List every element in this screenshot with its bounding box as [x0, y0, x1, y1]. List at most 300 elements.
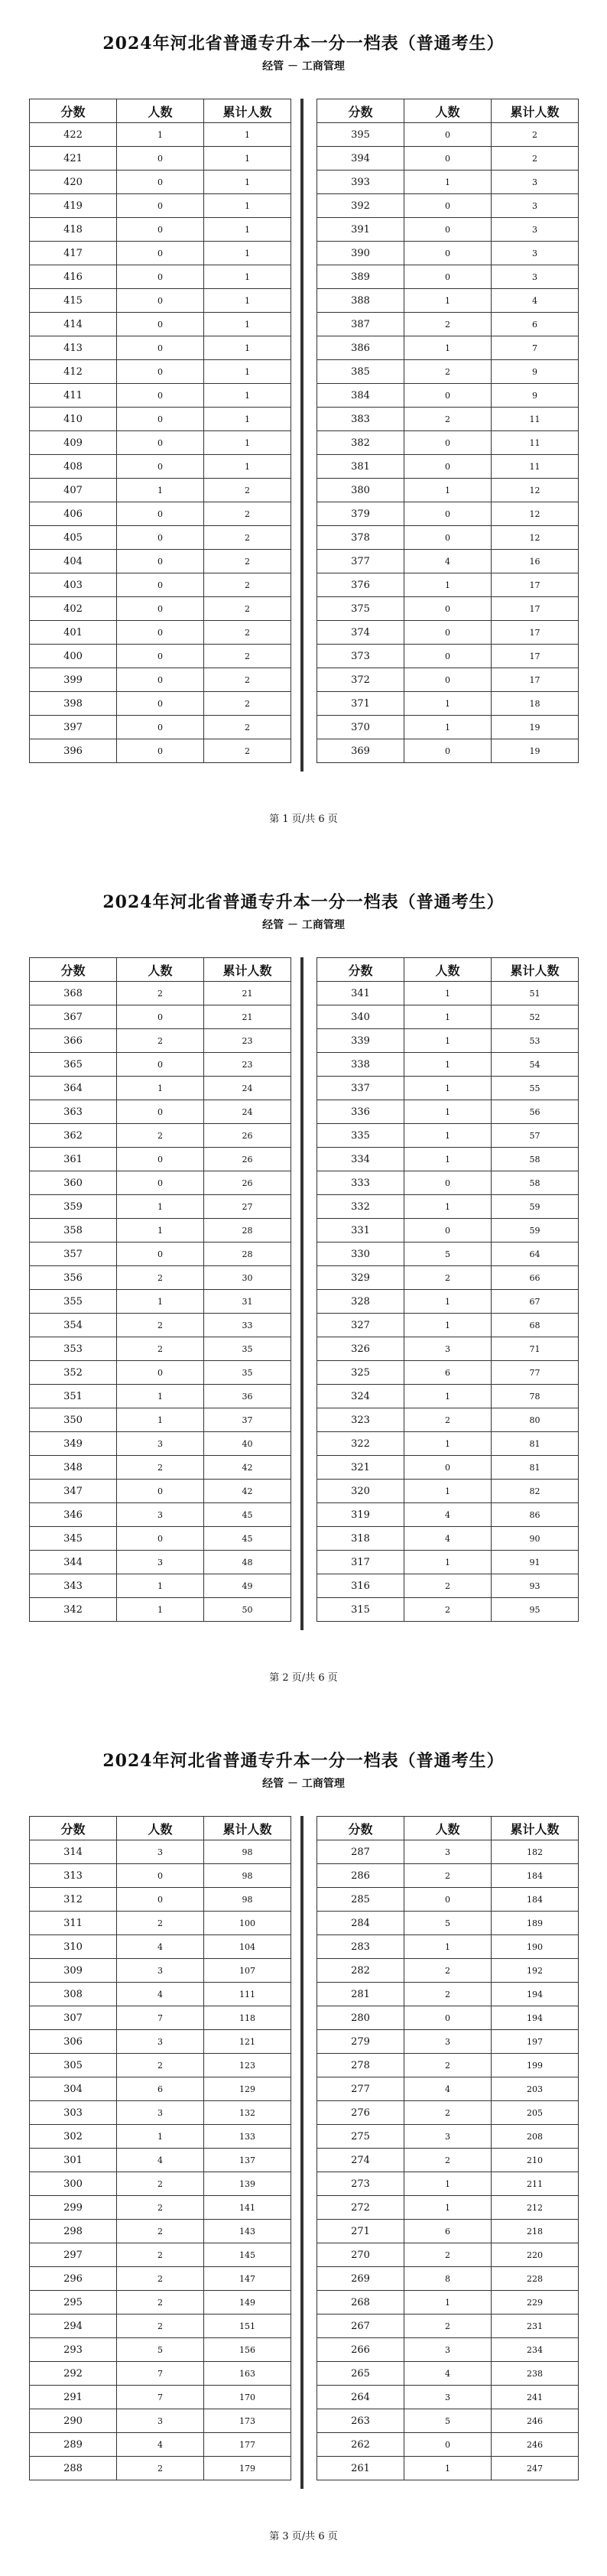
- score-cell: 404: [30, 550, 117, 573]
- score-cell: 353: [30, 1337, 117, 1361]
- score-cell: 373: [317, 645, 404, 668]
- cumulative-cell: 2: [204, 645, 291, 668]
- cumulative-cell: 16: [492, 550, 579, 573]
- cumulative-cell: 229: [492, 2291, 579, 2315]
- table-row: [317, 1337, 579, 1361]
- cumulative-cell: 52: [492, 1005, 579, 1029]
- cumulative-cell: 42: [204, 1456, 291, 1480]
- table-row: [317, 1888, 579, 1912]
- cumulative-cell: 143: [204, 2220, 291, 2243]
- table-row: [317, 2409, 579, 2433]
- cumulative-cell: 54: [492, 1053, 579, 1077]
- score-cell: 400: [30, 645, 117, 668]
- count-cell: 0: [117, 147, 204, 171]
- cumulative-cell: 12: [492, 479, 579, 502]
- table-row: [30, 1408, 291, 1432]
- cumulative-cell: 12: [492, 502, 579, 526]
- count-header: 人数: [117, 1817, 204, 1840]
- table-row: [317, 2386, 579, 2409]
- cumulative-cell: 17: [492, 645, 579, 668]
- table-row: [317, 1290, 579, 1314]
- count-cell: 0: [117, 1527, 204, 1551]
- count-cell: 1: [404, 1935, 492, 1959]
- count-cell: 3: [404, 1337, 492, 1361]
- count-cell: 0: [117, 716, 204, 739]
- table-row: [30, 2243, 291, 2267]
- table-header: [317, 99, 579, 123]
- count-cell: 0: [117, 1480, 204, 1503]
- score-cell: 367: [30, 1005, 117, 1029]
- count-cell: 4: [117, 1935, 204, 1959]
- cumulative-cell: 37: [204, 1408, 291, 1432]
- score-cell: 305: [30, 2054, 117, 2077]
- cumulative-cell: 81: [492, 1456, 579, 1480]
- table-row: [317, 2149, 579, 2172]
- table-row: [317, 1053, 579, 1077]
- count-cell: 1: [117, 1195, 204, 1219]
- table-row: [317, 982, 579, 1005]
- left-score-table: [29, 957, 291, 1622]
- count-cell: 2: [404, 2101, 492, 2125]
- count-cell: 0: [404, 645, 492, 668]
- cumulative-cell: 3: [492, 242, 579, 265]
- score-cell: 384: [317, 384, 404, 408]
- cumulative-cell: 121: [204, 2030, 291, 2054]
- count-cell: 1: [404, 1124, 492, 1148]
- count-cell: 0: [117, 455, 204, 479]
- score-cell: 358: [30, 1219, 117, 1243]
- right-score-table: [316, 1816, 579, 2480]
- cumulative-cell: 42: [204, 1480, 291, 1503]
- table-row: [317, 1219, 579, 1243]
- score-cell: 386: [317, 336, 404, 360]
- score-cell: 316: [317, 1574, 404, 1598]
- table-row: [317, 1503, 579, 1527]
- table-body: [317, 1840, 579, 2480]
- cumulative-cell: 190: [492, 1935, 579, 1959]
- cumulative-cell: 49: [204, 1574, 291, 1598]
- right-score-table: [316, 957, 579, 1622]
- score-cell: 372: [317, 668, 404, 692]
- score-cell: 282: [317, 1959, 404, 1983]
- table-row: [317, 1077, 579, 1100]
- cumulative-cell: 199: [492, 2054, 579, 2077]
- table-row: [317, 431, 579, 455]
- table-row: [30, 1314, 291, 1337]
- score-cell: 322: [317, 1432, 404, 1456]
- score-cell: 380: [317, 479, 404, 502]
- score-cell: 272: [317, 2196, 404, 2220]
- table-row: [30, 2267, 291, 2291]
- score-cell: 314: [30, 1840, 117, 1864]
- count-cell: 2: [117, 2291, 204, 2315]
- cumulative-cell: 71: [492, 1337, 579, 1361]
- cumulative-cell: 78: [492, 1385, 579, 1408]
- cumulative-cell: 50: [204, 1598, 291, 1622]
- cumulative-cell: 2: [204, 621, 291, 645]
- score-cell: 281: [317, 1983, 404, 2006]
- score-cell: 271: [317, 2220, 404, 2243]
- score-cell: 320: [317, 1480, 404, 1503]
- cumulative-cell: 132: [204, 2101, 291, 2125]
- cumulative-cell: 1: [204, 431, 291, 455]
- table-row: [30, 1864, 291, 1888]
- score-cell: 415: [30, 289, 117, 313]
- score-cell: 360: [30, 1171, 117, 1195]
- table-row: [317, 2243, 579, 2267]
- count-cell: 2: [404, 1959, 492, 1983]
- cumulative-cell: 3: [492, 194, 579, 218]
- cumulative-cell: 1: [204, 289, 291, 313]
- score-cell: 365: [30, 1053, 117, 1077]
- count-cell: 1: [404, 1029, 492, 1053]
- count-cell: 1: [117, 1077, 204, 1100]
- cumulative-cell: 45: [204, 1503, 291, 1527]
- cumulative-cell: 100: [204, 1912, 291, 1935]
- count-cell: 0: [117, 1005, 204, 1029]
- count-cell: 0: [404, 2006, 492, 2030]
- table-row: [30, 668, 291, 692]
- table-body: [30, 982, 291, 1622]
- cumulative-cell: 86: [492, 1503, 579, 1527]
- score-cell: 262: [317, 2433, 404, 2457]
- count-cell: 2: [117, 1912, 204, 1935]
- score-cell: 269: [317, 2267, 404, 2291]
- table-row: [317, 1574, 579, 1598]
- count-cell: 1: [404, 1100, 492, 1124]
- table-row: [317, 2433, 579, 2457]
- score-cell: 349: [30, 1432, 117, 1456]
- cumulative-cell: 82: [492, 1480, 579, 1503]
- count-cell: 3: [117, 2101, 204, 2125]
- count-cell: 2: [117, 1266, 204, 1290]
- table-row: [30, 1935, 291, 1959]
- table-row: [30, 739, 291, 763]
- table-row: [30, 982, 291, 1005]
- cumulative-cell: 1: [204, 218, 291, 242]
- cumulative-cell: 98: [204, 1840, 291, 1864]
- score-cell: 395: [317, 123, 404, 147]
- table-body: [30, 1840, 291, 2480]
- score-cell: 403: [30, 573, 117, 597]
- count-cell: 7: [117, 2386, 204, 2409]
- count-cell: 2: [117, 2220, 204, 2243]
- table-row: [317, 550, 579, 573]
- cumulative-cell: 33: [204, 1314, 291, 1337]
- count-cell: 4: [404, 2077, 492, 2101]
- count-cell: 1: [404, 1148, 492, 1171]
- cumulative-cell: 205: [492, 2101, 579, 2125]
- cumulative-cell: 231: [492, 2315, 579, 2338]
- table-row: [317, 265, 579, 289]
- score-cell: 295: [30, 2291, 117, 2315]
- page-subtitle: 经管 － 工商管理: [262, 60, 345, 73]
- cumulative-cell: 58: [492, 1148, 579, 1171]
- table-row: [30, 2386, 291, 2409]
- cumulative-cell: 55: [492, 1077, 579, 1100]
- score-cell: 406: [30, 502, 117, 526]
- score-cell: 363: [30, 1100, 117, 1124]
- count-cell: 0: [404, 526, 492, 550]
- table-row: [30, 1077, 291, 1100]
- score-cell: 414: [30, 313, 117, 336]
- score-cell: 278: [317, 2054, 404, 2077]
- cumulative-cell: 58: [492, 1171, 579, 1195]
- cumulative-cell: 31: [204, 1290, 291, 1314]
- score-cell: 263: [317, 2409, 404, 2433]
- cumulative-cell: 30: [204, 1266, 291, 1290]
- table-row: [317, 716, 579, 739]
- count-cell: 0: [404, 621, 492, 645]
- score-cell: 419: [30, 194, 117, 218]
- count-cell: 1: [404, 171, 492, 194]
- score-cell: 379: [317, 502, 404, 526]
- count-header: 人数: [404, 1817, 492, 1840]
- score-cell: 413: [30, 336, 117, 360]
- cumulative-cell: 35: [204, 1337, 291, 1361]
- cumulative-cell: 145: [204, 2243, 291, 2267]
- count-cell: 0: [404, 1456, 492, 1480]
- score-cell: 335: [317, 1124, 404, 1148]
- page-footer: 第 3 页/共 6 页: [269, 2531, 338, 2542]
- column-divider: [300, 99, 304, 772]
- score-cell: 398: [30, 692, 117, 716]
- score-cell: 418: [30, 218, 117, 242]
- table-row: [317, 2077, 579, 2101]
- cumulative-cell: 9: [492, 384, 579, 408]
- cumulative-cell: 9: [492, 360, 579, 384]
- cumulative-cell: 98: [204, 1888, 291, 1912]
- cumulative-cell: 203: [492, 2077, 579, 2101]
- count-cell: 0: [117, 573, 204, 597]
- cumulative-cell: 36: [204, 1385, 291, 1408]
- score-cell: 268: [317, 2291, 404, 2315]
- cumulative-cell: 1: [204, 171, 291, 194]
- count-cell: 1: [404, 1385, 492, 1408]
- table-row: [30, 2149, 291, 2172]
- score-cell: 410: [30, 408, 117, 431]
- cumulative-cell: 81: [492, 1432, 579, 1456]
- table-row: [317, 1314, 579, 1337]
- count-cell: 2: [404, 2315, 492, 2338]
- count-cell: 2: [404, 1408, 492, 1432]
- count-cell: 2: [117, 1124, 204, 1148]
- score-cell: 346: [30, 1503, 117, 1527]
- cumulative-cell: 56: [492, 1100, 579, 1124]
- score-cell: 280: [317, 2006, 404, 2030]
- score-cell: 328: [317, 1290, 404, 1314]
- table-row: [30, 1290, 291, 1314]
- header-row: [317, 958, 579, 982]
- score-cell: 352: [30, 1361, 117, 1385]
- table-row: [30, 1171, 291, 1195]
- score-cell: 325: [317, 1361, 404, 1385]
- table-row: [30, 1266, 291, 1290]
- score-cell: 391: [317, 218, 404, 242]
- score-cell: 299: [30, 2196, 117, 2220]
- cumulative-cell: 53: [492, 1029, 579, 1053]
- table-row: [30, 550, 291, 573]
- count-cell: 4: [404, 1527, 492, 1551]
- cumulative-cell: 67: [492, 1290, 579, 1314]
- cumulative-cell: 68: [492, 1314, 579, 1337]
- table-row: [30, 2054, 291, 2077]
- count-cell: 3: [404, 2030, 492, 2054]
- table-row: [30, 1598, 291, 1622]
- score-cell: 275: [317, 2125, 404, 2149]
- count-cell: 2: [117, 2243, 204, 2267]
- count-cell: 1: [404, 1432, 492, 1456]
- table-row: [30, 526, 291, 550]
- table-row: [30, 1551, 291, 1574]
- cumulative-cell: 189: [492, 1912, 579, 1935]
- count-cell: 0: [117, 621, 204, 645]
- score-cell: 344: [30, 1551, 117, 1574]
- table-row: [317, 1527, 579, 1551]
- cumulative-cell: 163: [204, 2362, 291, 2386]
- header-row: [317, 99, 579, 123]
- header-row: [30, 1817, 291, 1840]
- page-subtitle: 经管 － 工商管理: [262, 919, 345, 931]
- score-cell: 298: [30, 2220, 117, 2243]
- count-cell: 0: [404, 123, 492, 147]
- score-cell: 374: [317, 621, 404, 645]
- table-row: [317, 1148, 579, 1171]
- cumulative-cell: 26: [204, 1171, 291, 1195]
- score-cell: 409: [30, 431, 117, 455]
- count-cell: 4: [117, 2433, 204, 2457]
- cumulative-cell: 24: [204, 1100, 291, 1124]
- count-cell: 0: [117, 1100, 204, 1124]
- cumulative-cell: 6: [492, 313, 579, 336]
- count-cell: 1: [404, 1077, 492, 1100]
- score-cell: 359: [30, 1195, 117, 1219]
- count-cell: 0: [117, 194, 204, 218]
- score-cell: 411: [30, 384, 117, 408]
- table-row: [30, 455, 291, 479]
- table-row: [317, 668, 579, 692]
- count-cell: 0: [117, 265, 204, 289]
- cumulative-cell: 220: [492, 2243, 579, 2267]
- table-row: [317, 2054, 579, 2077]
- table-row: [317, 2457, 579, 2480]
- score-cell: 332: [317, 1195, 404, 1219]
- cumulative-cell: 17: [492, 668, 579, 692]
- score-cell: 291: [30, 2386, 117, 2409]
- table-row: [317, 171, 579, 194]
- count-cell: 0: [117, 242, 204, 265]
- count-cell: 0: [117, 1361, 204, 1385]
- count-cell: 1: [117, 1219, 204, 1243]
- count-cell: 5: [404, 1912, 492, 1935]
- count-cell: 1: [117, 123, 204, 147]
- count-cell: 4: [404, 550, 492, 573]
- score-cell: 323: [317, 1408, 404, 1432]
- table-row: [317, 502, 579, 526]
- table-row: [317, 1935, 579, 1959]
- cumulative-cell: 192: [492, 1959, 579, 1983]
- table-row: [30, 573, 291, 597]
- score-cell: 310: [30, 1935, 117, 1959]
- table-row: [317, 123, 579, 147]
- score-cell: 312: [30, 1888, 117, 1912]
- count-cell: 1: [404, 1053, 492, 1077]
- score-cell: 421: [30, 147, 117, 171]
- score-cell: 279: [317, 2030, 404, 2054]
- table-row: [30, 1840, 291, 1864]
- score-cell: 392: [317, 194, 404, 218]
- cumulative-cell: 28: [204, 1243, 291, 1266]
- score-cell: 290: [30, 2409, 117, 2433]
- cumulative-cell: 1: [204, 408, 291, 431]
- count-cell: 0: [117, 289, 204, 313]
- table-row: [30, 692, 291, 716]
- count-cell: 2: [117, 2196, 204, 2220]
- table-row: [317, 1408, 579, 1432]
- score-cell: 405: [30, 526, 117, 550]
- page: [0, 1717, 607, 2576]
- cumulative-cell: 2: [204, 526, 291, 550]
- cumulative-cell: 11: [492, 431, 579, 455]
- table-row: [317, 1005, 579, 1029]
- table-body: [317, 123, 579, 763]
- cumulative-cell: 184: [492, 1864, 579, 1888]
- score-cell: 408: [30, 455, 117, 479]
- cumulative-cell: 246: [492, 2409, 579, 2433]
- table-row: [317, 2125, 579, 2149]
- cumulative-cell: 26: [204, 1124, 291, 1148]
- score-cell: 288: [30, 2457, 117, 2480]
- score-cell: 416: [30, 265, 117, 289]
- score-cell: 350: [30, 1408, 117, 1432]
- count-cell: 2: [404, 1983, 492, 2006]
- count-header: 人数: [404, 99, 492, 123]
- table-row: [30, 336, 291, 360]
- table-row: [317, 1456, 579, 1480]
- cumulative-cell: 12: [492, 526, 579, 550]
- cumulative-cell: 19: [492, 716, 579, 739]
- table-row: [30, 2220, 291, 2243]
- count-cell: 2: [404, 360, 492, 384]
- page-title: 2024年河北省普通专升本一分一档表（普通考生）: [102, 892, 505, 912]
- count-cell: 0: [117, 526, 204, 550]
- score-cell: 334: [317, 1148, 404, 1171]
- count-cell: 1: [404, 479, 492, 502]
- table-row: [317, 360, 579, 384]
- cumulative-cell: 21: [204, 1005, 291, 1029]
- table-row: [30, 1527, 291, 1551]
- score-cell: 302: [30, 2125, 117, 2149]
- count-cell: 2: [404, 2149, 492, 2172]
- count-cell: 0: [117, 360, 204, 384]
- table-row: [30, 1432, 291, 1456]
- score-cell: 401: [30, 621, 117, 645]
- left-score-table: [29, 99, 291, 763]
- table-row: [317, 1195, 579, 1219]
- cumulative-cell: 7: [492, 336, 579, 360]
- cumulative-cell: 107: [204, 1959, 291, 1983]
- score-cell: 389: [317, 265, 404, 289]
- column-divider: [300, 957, 304, 1630]
- table-row: [30, 2101, 291, 2125]
- table-row: [317, 479, 579, 502]
- cumulative-cell: 28: [204, 1219, 291, 1243]
- score-cell: 356: [30, 1266, 117, 1290]
- count-cell: 1: [404, 1314, 492, 1337]
- table-row: [317, 1912, 579, 1935]
- score-cell: 402: [30, 597, 117, 621]
- cumulative-cell: 1: [204, 336, 291, 360]
